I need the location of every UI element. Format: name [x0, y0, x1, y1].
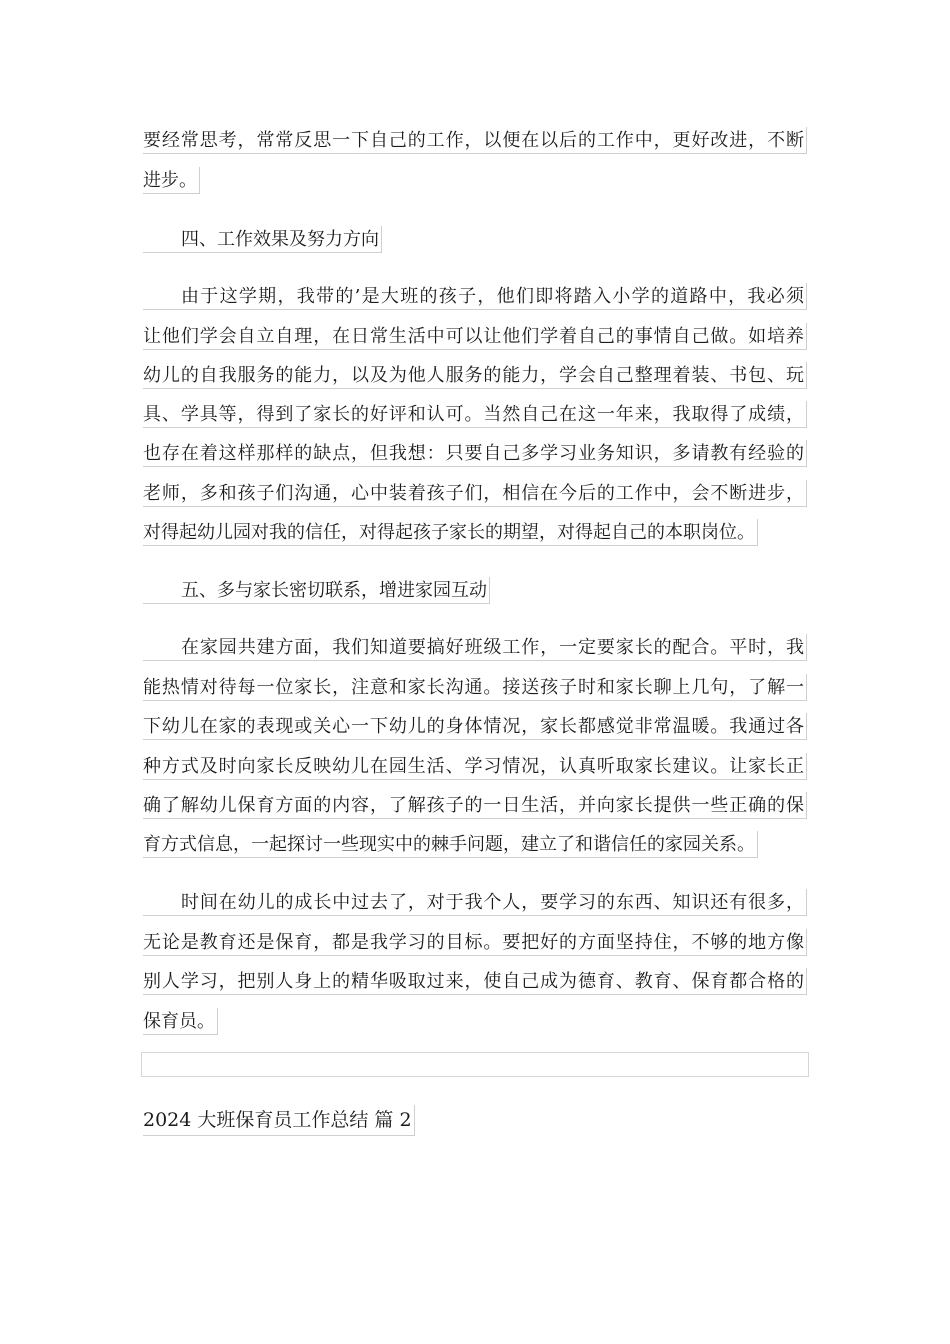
paragraph-line: 种方式及时向家长反映幼儿在园生活、学习情况，认真听取家长建议。让家长正: [143, 753, 807, 780]
paragraph-line: 时间在幼儿的成长中过去了，对于我个人，要学习的东西、知识还有很多，: [143, 889, 807, 916]
next-article-title: 2024 大班保育员工作总结 篇 2: [143, 1105, 415, 1136]
paragraph-line: 老师，多和孩子们沟通，心中装着孩子们，相信在今后的工作中，会不断进步，: [143, 480, 807, 507]
section-heading-4: 四、工作效果及努力方向: [143, 226, 382, 253]
paragraph-line: 无论是教育还是保育，都是我学习的目标。要把好的方面坚持住，不够的地方像: [143, 929, 807, 956]
paragraph-line: 在家园共建方面，我们知道要搞好班级工作，一定要家长的配合。平时，我: [143, 634, 807, 661]
paragraph-line: 要经常思考，常常反思一下自己的工作，以便在以后的工作中，更好改进，不断: [143, 127, 807, 154]
paragraph-line: 也存在着这样那样的缺点，但我想：只要自己多学习业务知识，多请教有经验的: [143, 440, 807, 467]
paragraph-line: 具、学具等，得到了家长的好评和认可。当然自己在这一年来，我取得了成绩，: [143, 401, 807, 428]
paragraph-line: 能热情对待每一位家长，注意和家长沟通。接送孩子时和家长聊上几句，了解一: [143, 674, 807, 701]
paragraph-line: 保育员。: [143, 1008, 218, 1035]
paragraph-line: 别人学习，把别人身上的精华吸取过来，使自己成为德育、教育、保育都合格的: [143, 968, 807, 995]
paragraph-line: 进步。: [143, 167, 200, 194]
section-heading-5: 五、多与家长密切联系，增进家园互动: [143, 577, 490, 604]
paragraph-line: 由于这学期，我带的’是大班的孩子，他们即将踏入小学的道路中，我必须: [143, 283, 807, 310]
empty-text-block: [141, 1052, 809, 1077]
paragraph-line: 确了解幼儿保育方面的内容，了解孩子的一日生活，并向家长提供一些正确的保: [143, 792, 807, 819]
paragraph-line: 对得起幼儿园对我的信任，对得起孩子家长的期望，对得起自己的本职岗位。: [143, 519, 758, 546]
paragraph-line: 下幼儿在家的表现或关心一下幼儿的身体情况，家长都感觉非常温暖。我通过各: [143, 713, 807, 740]
paragraph-line: 育方式信息，一起探讨一些现实中的棘手问题，建立了和谐信任的家园关系。: [143, 831, 758, 858]
paragraph-line: 让他们学会自立自理，在日常生活中可以让他们学着自己的事情自己做。如培养: [143, 323, 807, 350]
paragraph-line: 幼儿的自我服务的能力，以及为他人服务的能力，学会自己整理着装、书包、玩: [143, 362, 807, 389]
